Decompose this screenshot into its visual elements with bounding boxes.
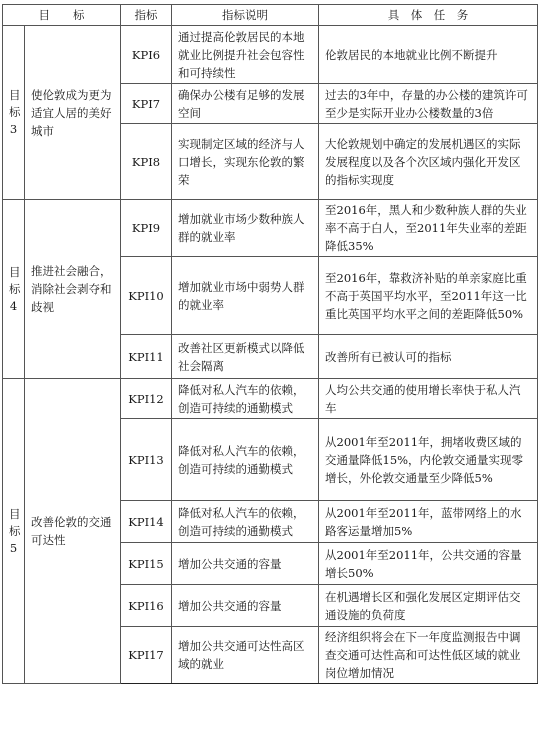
table-row <box>3 200 538 257</box>
header-task: 具 体 任 务 <box>319 5 538 26</box>
kpi-description: 通过提高伦敦居民的本地就业比例提升社会包容性和可持续性 <box>172 26 319 84</box>
goal-number: 目 标 5 <box>3 379 25 684</box>
kpi-description: 降低对私人汽车的依赖，创造可持续的通勤模式 <box>172 379 319 419</box>
kpi-description: 增加公共交通的容量 <box>172 585 319 627</box>
kpi-task: 从2001年至2011年，拥堵收费区域的交通量降低15%，内伦敦交通量实现零增长，外伦敦交通量至少降低5% <box>319 419 538 501</box>
goal-number: 目 标 4 <box>3 200 25 379</box>
kpi-task: 至2016年，黑人和少数种族人群的失业率不高于白人，至2011年失业率的差距降低35% <box>319 200 538 257</box>
kpi-task: 伦敦居民的本地就业比例不断提升 <box>319 26 538 84</box>
kpi-description: 实现制定区域的经济与人口增长，实现东伦敦的繁荣 <box>172 124 319 200</box>
kpi-id: KPI9 <box>121 200 172 257</box>
kpi-description: 增加就业市场少数种族人群的就业率 <box>172 200 319 257</box>
kpi-description: 降低对私人汽车的依赖，创造可持续的通勤模式 <box>172 419 319 501</box>
kpi-id: KPI14 <box>121 501 172 543</box>
kpi-task: 过去的3年中，存量的办公楼的建筑许可至少是实际开业办公楼数量的3倍 <box>319 84 538 124</box>
kpi-id: KPI16 <box>121 585 172 627</box>
kpi-task: 在机遇增长区和强化发展区定期评估交通设施的负荷度 <box>319 585 538 627</box>
kpi-task: 改善所有已被认可的指标 <box>319 335 538 379</box>
goal-name: 改善伦敦的交通可达性 <box>25 379 121 684</box>
kpi-task: 人均公共交通的使用增长率快于私人汽车 <box>319 379 538 419</box>
kpi-task: 从2001年至2011年，蓝带网络上的水路客运量增加5% <box>319 501 538 543</box>
table-header-row <box>3 5 538 26</box>
header-goal: 目 标 <box>3 5 121 26</box>
kpi-task: 经济组织将会在下一年度监测报告中调查交通可达性高和可达性低区域的就业岗位增加情况 <box>319 627 538 684</box>
goal-number: 目 标 3 <box>3 26 25 200</box>
kpi-description: 改善社区更新模式以降低社会隔离 <box>172 335 319 379</box>
kpi-task: 至2016年，靠救济补贴的单亲家庭比重不高于英国平均水平，至2011年这一比重比英国平均水平之间的差距降低50% <box>319 257 538 335</box>
kpi-task: 大伦敦规划中确定的发展机遇区的实际发展程度以及各个次区域内强化开发区的指标实现度 <box>319 124 538 200</box>
kpi-id: KPI8 <box>121 124 172 200</box>
header-desc: 指标说明 <box>172 5 319 26</box>
goal-name: 使伦敦成为更为适宜人居的美好城市 <box>25 26 121 200</box>
kpi-id: KPI17 <box>121 627 172 684</box>
kpi-id: KPI12 <box>121 379 172 419</box>
kpi-description: 增加公共交通的容量 <box>172 543 319 585</box>
kpi-description: 增加公共交通可达性高区域的就业 <box>172 627 319 684</box>
kpi-id: KPI15 <box>121 543 172 585</box>
kpi-description: 降低对私人汽车的依赖，创造可持续的通勤模式 <box>172 501 319 543</box>
header-kpi: 指标 <box>121 5 172 26</box>
kpi-description: 增加就业市场中弱势人群的就业率 <box>172 257 319 335</box>
kpi-id: KPI13 <box>121 419 172 501</box>
kpi-description: 确保办公楼有足够的发展空间 <box>172 84 319 124</box>
table-row <box>3 379 538 419</box>
kpi-id: KPI10 <box>121 257 172 335</box>
kpi-table <box>2 4 538 684</box>
kpi-id: KPI6 <box>121 26 172 84</box>
kpi-task: 从2001年至2011年，公共交通的容量增长50% <box>319 543 538 585</box>
kpi-id: KPI7 <box>121 84 172 124</box>
kpi-id: KPI11 <box>121 335 172 379</box>
goal-name: 推进社会融合，消除社会剥夺和歧视 <box>25 200 121 379</box>
table-row <box>3 26 538 84</box>
